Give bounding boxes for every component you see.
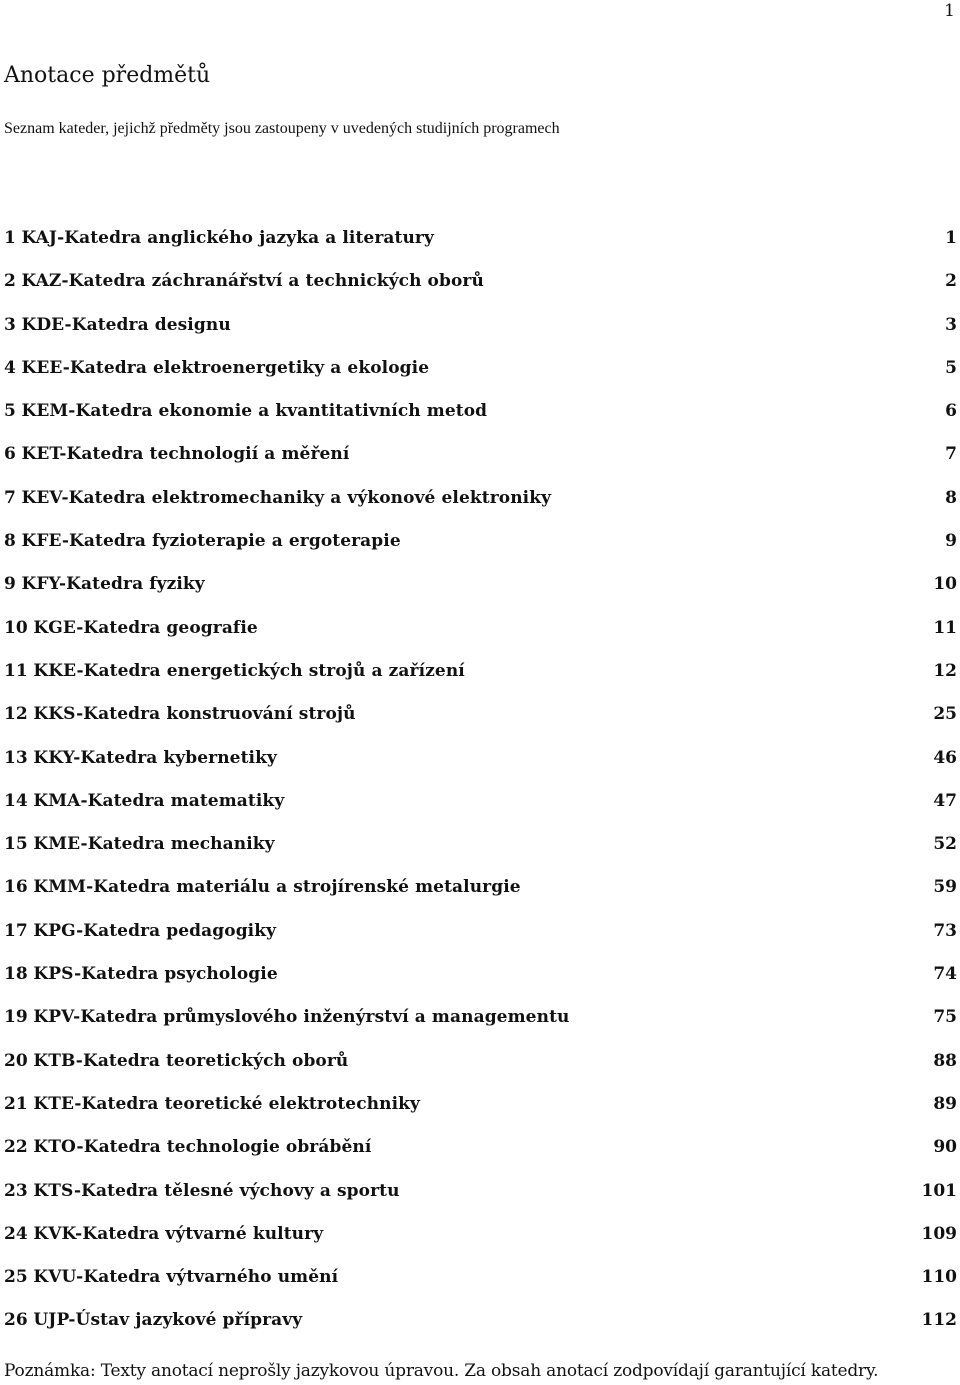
toc-entry-page: 47 [933, 790, 957, 811]
toc-entry-name: KMM-Katedra materiálu a strojírenské metalurgie [33, 877, 521, 898]
toc-entry-number: 9 [4, 574, 16, 595]
toc-entry-name: KFE-Katedra fyzioterapie a ergoterapie [21, 531, 401, 552]
toc-entry-name: KMA-Katedra matematiky [33, 790, 285, 811]
toc-entry-number: 8 [4, 531, 16, 552]
toc-entry-label[interactable] [4, 356, 429, 380]
toc-entry[interactable] [0, 1135, 960, 1178]
toc-entry-number: 26 [4, 1310, 28, 1331]
toc-entry-name: KKE-Katedra energetických strojů a zařízení [33, 660, 465, 681]
toc-entry-number: 20 [4, 1050, 28, 1071]
toc-entry-label[interactable] [4, 962, 278, 986]
toc-entry-number: 4 [4, 357, 16, 378]
toc-entry-name: KTE-Katedra teoretické elektrotechniky [33, 1093, 420, 1114]
toc-entry-name: KPS-Katedra psychologie [33, 964, 278, 985]
toc-entry[interactable] [0, 1308, 960, 1351]
toc-entry-page: 11 [933, 617, 957, 638]
toc-entry-label[interactable] [4, 1265, 338, 1289]
toc-entry-number: 14 [4, 790, 28, 811]
toc-entry-number: 17 [4, 920, 28, 941]
toc-entry-label[interactable] [4, 832, 275, 856]
toc-entry-page: 12 [933, 660, 957, 681]
toc-entry-number: 18 [4, 964, 28, 985]
toc-entry-number: 6 [4, 444, 16, 465]
toc-entry-label[interactable] [4, 313, 231, 337]
toc-entry[interactable] [0, 313, 960, 356]
toc-entry-name: KTB-Katedra teoretických oborů [33, 1050, 349, 1071]
toc-entry-name: KME-Katedra mechaniky [33, 834, 275, 855]
toc-entry-page: 90 [933, 1137, 957, 1158]
toc-entry-label[interactable] [4, 226, 434, 250]
toc-entry-page: 59 [933, 877, 957, 898]
toc-entry-page: 1 [945, 228, 957, 248]
toc-entry[interactable] [0, 789, 960, 832]
toc-entry[interactable] [0, 572, 960, 615]
page-subtitle: Seznam kateder, jejichž předměty jsou zastoupeny v uvedených studijních programech [4, 120, 560, 137]
toc-entry-page: 8 [945, 487, 957, 508]
toc-entry-number: 21 [4, 1093, 28, 1114]
toc-entry-label[interactable] [4, 1179, 400, 1203]
toc-entry-number: 23 [4, 1180, 28, 1201]
toc-entry-label[interactable] [4, 1308, 302, 1332]
toc-entry-name: KTS-Katedra tělesné výchovy a sportu [33, 1180, 400, 1201]
toc-entry[interactable] [0, 442, 960, 485]
toc-entry-name: KEV-Katedra elektromechaniky a výkonové elektroniky [21, 487, 552, 508]
toc-entry-page: 9 [945, 531, 957, 552]
toc-entry[interactable] [0, 226, 960, 269]
toc-entry-name: UJP-Ústav jazykové přípravy [33, 1310, 303, 1331]
toc-entry-name: KPV-Katedra průmyslového inženýrství a managementu [33, 1007, 570, 1028]
toc-entry-number: 5 [4, 401, 16, 422]
table-of-contents [0, 226, 960, 1352]
toc-entry-number: 2 [4, 271, 16, 292]
toc-entry-label[interactable] [4, 789, 284, 813]
toc-entry-page: 5 [945, 357, 957, 378]
toc-entry[interactable] [0, 486, 960, 529]
toc-entry-label[interactable] [4, 486, 551, 510]
toc-entry-number: 3 [4, 314, 16, 335]
toc-entry-label[interactable] [4, 269, 484, 293]
toc-entry-page: 88 [933, 1050, 957, 1071]
toc-entry-label[interactable] [4, 572, 205, 596]
toc-entry-name: KEE-Katedra elektroenergetiky a ekologie [21, 357, 430, 378]
toc-entry-number: 19 [4, 1007, 28, 1028]
toc-entry-page: 7 [945, 444, 957, 465]
toc-entry-number: 15 [4, 834, 28, 855]
toc-entry[interactable] [0, 1265, 960, 1308]
toc-entry[interactable] [0, 702, 960, 745]
toc-entry-name: KFY-Katedra fyziky [21, 574, 205, 595]
page-title: Anotace předmětů [4, 63, 211, 88]
toc-entry-name: KVK-Katedra výtvarné kultury [33, 1223, 324, 1244]
toc-entry[interactable] [0, 746, 960, 789]
toc-entry-page: 10 [933, 574, 957, 595]
toc-entry-name: KGE-Katedra geografie [33, 617, 258, 638]
toc-entry[interactable] [0, 659, 960, 702]
toc-entry-name: KTO-Katedra technologie obrábění [33, 1137, 372, 1158]
toc-entry-label[interactable] [4, 442, 349, 466]
toc-entry-number: 11 [4, 660, 28, 681]
toc-entry-label[interactable] [4, 616, 258, 640]
toc-entry-number: 7 [4, 487, 16, 508]
toc-entry[interactable] [0, 1005, 960, 1048]
toc-entry-page: 73 [933, 920, 957, 941]
toc-entry-label[interactable] [4, 1092, 420, 1116]
toc-entry-label[interactable] [4, 746, 277, 770]
toc-entry-name: KKS-Katedra konstruování strojů [33, 704, 356, 725]
toc-entry-number: 24 [4, 1223, 28, 1244]
toc-entry-label[interactable] [4, 875, 521, 899]
toc-entry-label[interactable] [4, 529, 401, 553]
toc-entry-label[interactable] [4, 1135, 371, 1159]
toc-entry-number: 1 [4, 228, 16, 248]
toc-entry[interactable] [0, 1222, 960, 1265]
toc-entry[interactable] [0, 616, 960, 659]
toc-entry-name: KDE-Katedra designu [21, 314, 231, 335]
toc-entry-label[interactable] [4, 702, 356, 726]
toc-entry-label[interactable] [4, 659, 465, 683]
toc-entry[interactable] [0, 962, 960, 1005]
page-number: 1 [944, 1, 955, 21]
toc-entry-page: 89 [933, 1093, 957, 1114]
toc-entry[interactable] [0, 1179, 960, 1222]
toc-entry[interactable] [0, 1049, 960, 1092]
toc-entry-page: 52 [933, 834, 957, 855]
toc-entry-page: 6 [945, 401, 957, 422]
toc-entry-name: KVU-Katedra výtvarného umění [33, 1267, 339, 1288]
toc-entry-number: 13 [4, 747, 28, 768]
toc-entry-page: 75 [933, 1007, 957, 1028]
toc-entry-label[interactable] [4, 1005, 569, 1029]
toc-entry-name: KAJ-Katedra anglického jazyka a literatury [21, 228, 434, 248]
toc-entry-number: 10 [4, 617, 28, 638]
toc-entry-label[interactable] [4, 1222, 323, 1246]
toc-entry-number: 16 [4, 877, 28, 898]
toc-entry-page: 2 [945, 271, 957, 292]
toc-entry[interactable] [0, 529, 960, 572]
toc-entry-page: 3 [945, 314, 957, 335]
toc-entry-name: KPG-Katedra pedagogiky [33, 920, 277, 941]
toc-entry-name: KEM-Katedra ekonomie a kvantitativních metod [21, 401, 488, 422]
toc-entry-name: KAZ-Katedra záchranářství a technických oborů [21, 271, 484, 292]
toc-entry-name: KET-Katedra technologií a měření [21, 444, 350, 465]
toc-entry-page: 109 [921, 1223, 957, 1244]
toc-entry[interactable] [0, 269, 960, 312]
toc-entry[interactable] [0, 832, 960, 875]
toc-entry-name: KKY-Katedra kybernetiky [33, 747, 277, 768]
toc-entry-page: 46 [933, 747, 957, 768]
toc-entry[interactable] [0, 399, 960, 442]
toc-entry[interactable] [0, 919, 960, 962]
toc-entry-number: 22 [4, 1137, 28, 1158]
toc-entry-page: 25 [933, 704, 957, 725]
toc-entry-page: 74 [933, 964, 957, 985]
toc-entry-number: 12 [4, 704, 28, 725]
toc-entry-label[interactable] [4, 399, 487, 423]
toc-entry-label[interactable] [4, 1049, 348, 1073]
toc-entry-number: 25 [4, 1267, 28, 1288]
toc-entry[interactable] [0, 356, 960, 399]
toc-entry[interactable] [0, 875, 960, 918]
toc-entry-page: 112 [921, 1310, 957, 1331]
toc-entry-page: 110 [921, 1267, 957, 1288]
toc-entry[interactable] [0, 1092, 960, 1135]
footnote: Poznámka: Texty anotací neprošly jazykovou úpravou. Za obsah anotací zodpovídají garantující katedry. [4, 1361, 879, 1381]
toc-entry-page: 101 [921, 1180, 957, 1201]
toc-entry-label[interactable] [4, 919, 276, 943]
